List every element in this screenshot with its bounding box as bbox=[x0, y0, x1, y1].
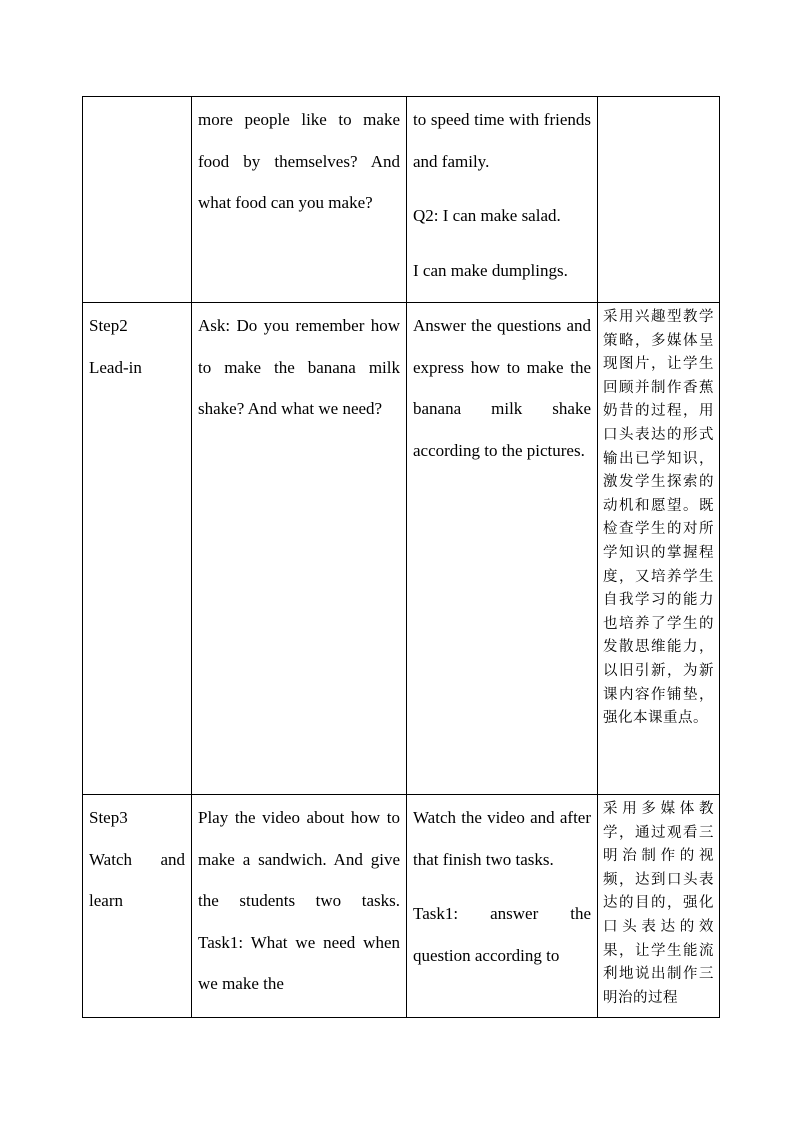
purpose-text: 采用兴趣型教学策略，多媒体呈现图片，让学生回顾并制作香蕉奶昔的过程，用口头表达的形式输出已学知识，激发学生探索的动机和愿望。既检查学生的对所学知识的掌握程度，又培养学生自我学习的能力也培养了学生的发散思维能力，以旧引新，为新课内容作铺垫，强化本课重点。 bbox=[603, 309, 714, 727]
table-row bbox=[83, 97, 720, 303]
teacher-activity-cell bbox=[192, 795, 407, 1018]
step-cell bbox=[83, 97, 192, 303]
teacher-activity-cell bbox=[192, 303, 407, 795]
purpose-cell bbox=[598, 97, 720, 303]
step-cell bbox=[83, 795, 192, 1018]
student-activity-cell bbox=[407, 303, 598, 795]
student-activity-cell bbox=[407, 795, 598, 1018]
purpose-cell bbox=[598, 303, 720, 795]
purpose-cell bbox=[598, 795, 720, 1018]
step-number: Step3 bbox=[89, 808, 128, 827]
teacher-activity-text: Ask: Do you remember how to make the banana milk shake? And what we need? bbox=[198, 316, 400, 418]
student-activity-text: Q2: I can make salad. bbox=[413, 206, 561, 225]
table-row bbox=[83, 303, 720, 795]
step-title: Watch and learn bbox=[89, 849, 185, 910]
student-activity-text: Watch the video and after that finish two tasks. bbox=[413, 808, 591, 869]
teacher-activity-cell bbox=[192, 97, 407, 303]
step-title: Lead-in bbox=[89, 357, 142, 377]
student-activity-text: I can make dumplings. bbox=[413, 260, 568, 280]
step-number: Step2 bbox=[89, 316, 128, 335]
student-activity-text: Task1: answer the question according to bbox=[413, 904, 591, 965]
student-activity-cell bbox=[407, 97, 598, 303]
teacher-activity-text: more people like to make food by themselves? And what food can you make? bbox=[198, 110, 400, 212]
step-cell bbox=[83, 303, 192, 795]
student-activity-text: to speed time with friends and family. bbox=[413, 110, 591, 171]
teacher-activity-text: Play the video about how to make a sandwich. And give the students two tasks. Task1: What we need when we make the bbox=[198, 808, 400, 993]
table-row bbox=[83, 795, 720, 1018]
purpose-text: 采用多媒体教学，通过观看三明治制作的视频，达到口头表达的目的，强化口头表达的效果，让学生能流利地说出制作三明治的过程 bbox=[603, 801, 714, 1006]
lesson-plan-table bbox=[82, 96, 720, 1018]
student-activity-text: Answer the questions and express how to make the banana milk shake according to the pictures. bbox=[413, 316, 591, 460]
